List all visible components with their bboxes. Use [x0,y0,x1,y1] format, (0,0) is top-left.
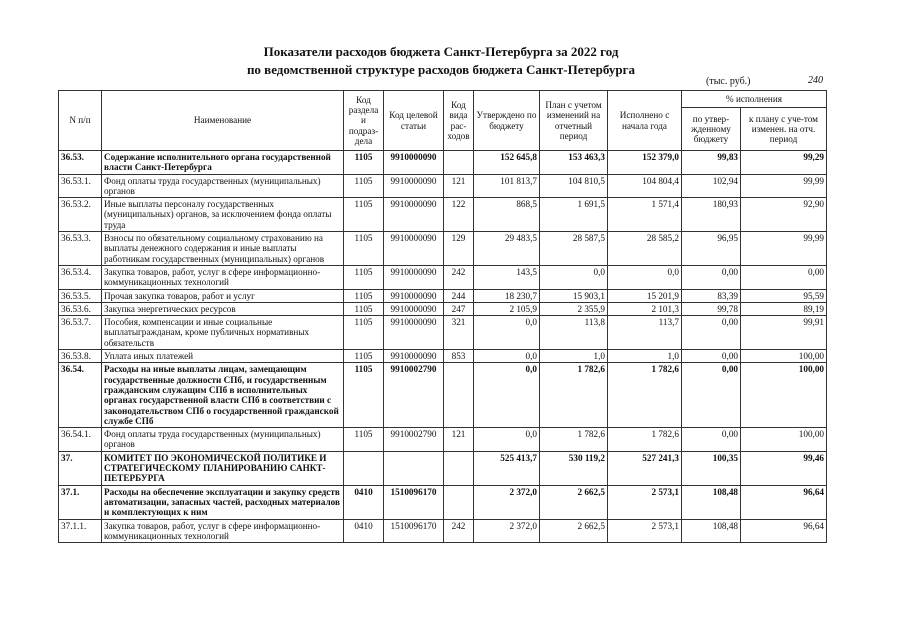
row-pct-approved: 108,48 [682,485,741,519]
row-approved: 525 413,7 [474,451,540,485]
row-plan: 1 691,5 [540,198,608,232]
row-nn: 36.53.3. [59,232,102,266]
table-row [59,451,827,485]
row-pct-plan: 99,99 [741,174,827,198]
row-pct-approved: 99,78 [682,302,741,315]
document-title-line-2: по ведомственной структуре расходов бюджета Санкт-Петербурга [246,62,636,77]
row-executed: 1,0 [608,350,682,363]
row-approved: 143,5 [474,265,540,289]
row-nn: 36.53.1. [59,174,102,198]
row-section-code: 1105 [344,302,384,315]
row-pct-plan: 99,99 [741,232,827,266]
row-plan: 113,8 [540,316,608,350]
row-pct-approved: 99,83 [682,151,741,175]
row-nn: 36.54.1. [59,428,102,452]
row-target-code: 9910000090 [384,232,444,266]
row-pct-approved: 96,95 [682,232,741,266]
row-section-code: 1105 [344,350,384,363]
row-nn: 36.53.5. [59,289,102,302]
table-row [59,289,827,302]
row-nn: 36.54. [59,363,102,428]
row-nn: 36.53. [59,151,102,175]
row-target-code: 1510096170 [384,485,444,519]
row-expense-type: 321 [444,316,474,350]
table-header-row [59,91,827,108]
row-section-code: 1105 [344,316,384,350]
table-row [59,174,827,198]
row-nn: 36.53.6. [59,302,102,315]
row-expense-type: 122 [444,198,474,232]
table-row [59,232,827,266]
row-name: Расходы на обеспечение эксплуатации и закупку средств автоматизации, запасных частей, расходных материалов и комплектующих к ним [102,485,344,519]
row-target-code: 9910000090 [384,289,444,302]
table-row [59,265,827,289]
row-pct-approved: 0,00 [682,363,741,428]
row-section-code: 0410 [344,519,384,543]
header-pct-approved: по утвер-жденному бюджету [682,108,741,151]
row-pct-plan: 99,29 [741,151,827,175]
row-target-code: 9910000090 [384,198,444,232]
row-name: Фонд оплаты труда государственных (муниципальных) органов [102,428,344,452]
header-name: Наименование [102,91,344,151]
row-pct-plan: 100,00 [741,428,827,452]
row-plan: 2 355,9 [540,302,608,315]
row-target-code [384,451,444,485]
row-section-code: 1105 [344,289,384,302]
header-expense-type-code: Код вида рас-ходов [444,91,474,151]
row-executed: 1 571,4 [608,198,682,232]
row-target-code: 9910000090 [384,174,444,198]
row-approved: 0,0 [474,350,540,363]
row-expense-type [444,451,474,485]
row-section-code: 1105 [344,232,384,266]
row-target-code: 9910000090 [384,350,444,363]
row-pct-approved: 102,94 [682,174,741,198]
row-section-code [344,451,384,485]
units-label: (тыс. руб.) [706,76,751,87]
header-section-code: Код раздела и подраз-дела [344,91,384,151]
row-expense-type: 247 [444,302,474,315]
row-name: Иные выплаты персоналу государственных (муниципальных) органов, за исключением фонда оплаты труда [102,198,344,232]
row-executed: 104 804,4 [608,174,682,198]
row-target-code: 9910000090 [384,316,444,350]
row-nn: 36.53.2. [59,198,102,232]
table-row [59,519,827,543]
document-title-line-1: Показатели расходов бюджета Санкт-Петербурга за 2022 год [263,44,619,59]
row-approved: 101 813,7 [474,174,540,198]
row-approved: 152 645,8 [474,151,540,175]
row-target-code: 9910000090 [384,265,444,289]
row-section-code: 1105 [344,363,384,428]
row-name: Взносы по обязательному социальному страхованию на выплаты денежного содержания и иные выплаты работникам государственных (муниципальных) органов [102,232,344,266]
row-name: Уплата иных платежей [102,350,344,363]
row-pct-plan: 100,00 [741,363,827,428]
row-name: Закупка товаров, работ, услуг в сфере информационно-коммуникационных технологий [102,265,344,289]
row-approved: 18 230,7 [474,289,540,302]
row-name: КОМИТЕТ ПО ЭКОНОМИЧЕСКОЙ ПОЛИТИКЕ И СТРАТЕГИЧЕСКОМУ ПЛАНИРОВАНИЮ САНКТ-ПЕТЕРБУРГА [102,451,344,485]
table-row [59,350,827,363]
row-executed: 152 379,0 [608,151,682,175]
row-executed: 113,7 [608,316,682,350]
row-approved: 0,0 [474,428,540,452]
row-pct-plan: 100,00 [741,350,827,363]
row-plan: 1,0 [540,350,608,363]
row-expense-type [444,363,474,428]
header-percent: % исполнения [682,91,827,108]
row-pct-approved: 0,00 [682,350,741,363]
row-nn: 37.1.1. [59,519,102,543]
row-plan: 1 782,6 [540,428,608,452]
table-row [59,302,827,315]
row-nn: 36.53.8. [59,350,102,363]
row-name: Расходы на иные выплаты лицам, замещающим государственные должности СПб, и государственным гражданским служащим СПб в исполнительных органах государственной власти СПб в соответствии с законодательством СПб о государственной гражданской службе СПб [102,363,344,428]
row-section-code: 1105 [344,265,384,289]
row-expense-type: 242 [444,519,474,543]
row-pct-approved: 0,00 [682,428,741,452]
row-approved: 0,0 [474,363,540,428]
row-nn: 36.53.7. [59,316,102,350]
row-pct-plan: 99,91 [741,316,827,350]
row-expense-type: 244 [444,289,474,302]
row-plan: 153 463,3 [540,151,608,175]
row-pct-approved: 0,00 [682,316,741,350]
row-section-code: 1105 [344,198,384,232]
row-pct-plan: 96,64 [741,519,827,543]
row-plan: 104 810,5 [540,174,608,198]
row-approved: 2 372,0 [474,485,540,519]
row-name: Пособия, компенсации и иные социальные выплатыгражданам, кроме публичных нормативных обязательств [102,316,344,350]
row-expense-type: 242 [444,265,474,289]
header-nn: N п/п [59,91,102,151]
table-row [59,428,827,452]
table-row [59,151,827,175]
row-pct-approved: 180,93 [682,198,741,232]
row-pct-approved: 100,35 [682,451,741,485]
row-plan: 2 662,5 [540,485,608,519]
header-pct-plan: к плану с уче-том изменен. на отч. период [741,108,827,151]
row-nn: 37.1. [59,485,102,519]
row-approved: 2 105,9 [474,302,540,315]
row-nn: 37. [59,451,102,485]
row-target-code: 9910002790 [384,428,444,452]
row-plan: 15 903,1 [540,289,608,302]
table-body [59,151,827,543]
row-name: Фонд оплаты труда государственных (муниципальных) органов [102,174,344,198]
row-plan: 2 662,5 [540,519,608,543]
row-executed: 1 782,6 [608,428,682,452]
row-pct-approved: 108,48 [682,519,741,543]
page-number: 240 [808,75,823,86]
row-name: Закупка товаров, работ, услуг в сфере информационно-коммуникационных технологий [102,519,344,543]
row-expense-type [444,485,474,519]
row-pct-plan: 96,64 [741,485,827,519]
row-target-code: 9910000090 [384,151,444,175]
header-approved: Утверждено по бюджету [474,91,540,151]
row-expense-type: 121 [444,428,474,452]
row-executed: 0,0 [608,265,682,289]
row-name: Содержание исполнительного органа государственной власти Санкт-Петербурга [102,151,344,175]
row-expense-type: 121 [444,174,474,198]
row-pct-plan: 95,59 [741,289,827,302]
budget-table [58,90,827,543]
header-executed: Исполнено с начала года [608,91,682,151]
row-pct-plan: 89,19 [741,302,827,315]
table-row [59,316,827,350]
row-section-code: 1105 [344,428,384,452]
table-row [59,363,827,428]
row-executed: 15 201,9 [608,289,682,302]
row-section-code: 1105 [344,174,384,198]
table-row [59,198,827,232]
row-executed: 2 101,3 [608,302,682,315]
row-expense-type [444,151,474,175]
row-executed: 2 573,1 [608,519,682,543]
table-row [59,485,827,519]
row-plan: 1 782,6 [540,363,608,428]
row-name: Прочая закупка товаров, работ и услуг [102,289,344,302]
row-nn: 36.53.4. [59,265,102,289]
row-expense-type: 853 [444,350,474,363]
row-section-code: 0410 [344,485,384,519]
row-target-code: 1510096170 [384,519,444,543]
row-executed: 2 573,1 [608,485,682,519]
row-pct-plan: 0,00 [741,265,827,289]
row-plan: 28 587,5 [540,232,608,266]
row-section-code: 1105 [344,151,384,175]
row-executed: 1 782,6 [608,363,682,428]
header-plan: План с учетом изменений на отчетный период [540,91,608,151]
row-approved: 29 483,5 [474,232,540,266]
row-approved: 0,0 [474,316,540,350]
row-approved: 868,5 [474,198,540,232]
row-pct-approved: 0,00 [682,265,741,289]
row-pct-plan: 92,90 [741,198,827,232]
row-expense-type: 129 [444,232,474,266]
row-approved: 2 372,0 [474,519,540,543]
row-name: Закупка энергетических ресурсов [102,302,344,315]
row-executed: 28 585,2 [608,232,682,266]
row-executed: 527 241,3 [608,451,682,485]
row-plan: 0,0 [540,265,608,289]
row-pct-plan: 99,46 [741,451,827,485]
header-target-code: Код целевой статьи [384,91,444,151]
row-target-code: 9910002790 [384,363,444,428]
row-target-code: 9910000090 [384,302,444,315]
row-pct-approved: 83,39 [682,289,741,302]
row-plan: 530 119,2 [540,451,608,485]
